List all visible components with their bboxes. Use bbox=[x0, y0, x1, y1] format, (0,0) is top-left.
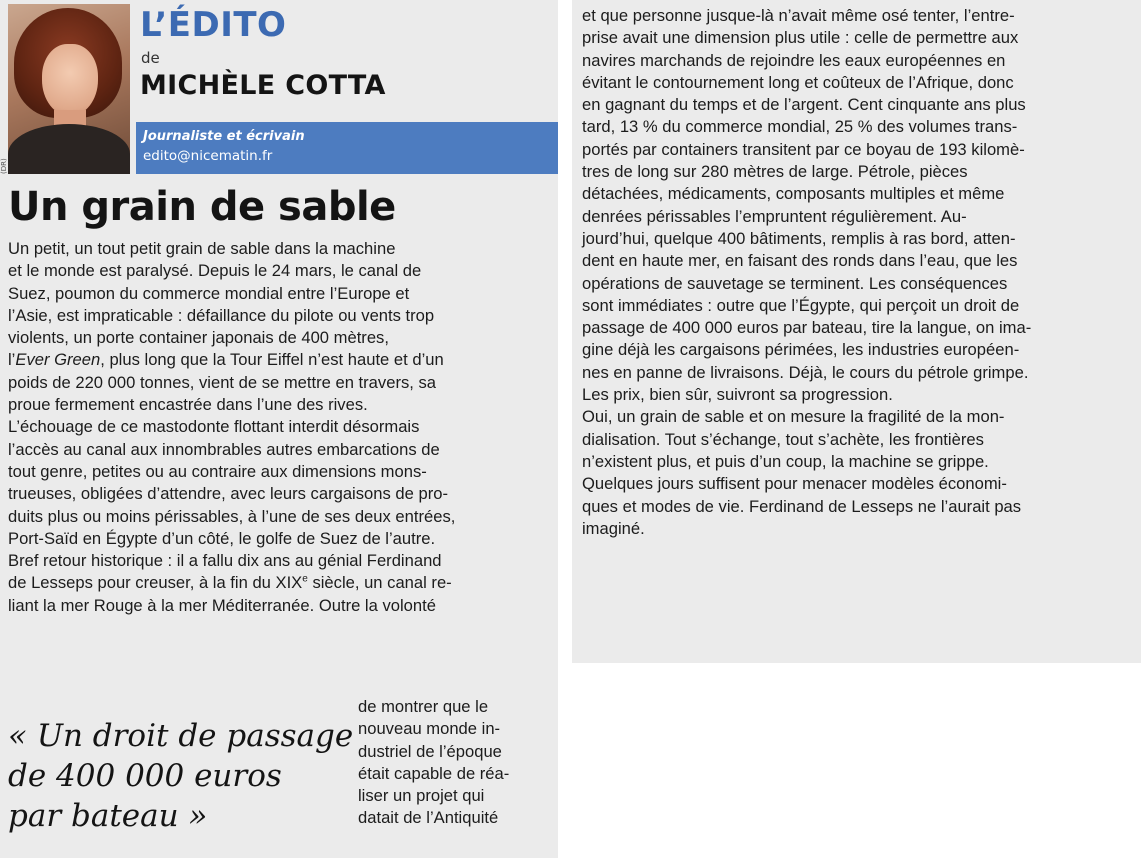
text-line: jourd’hui, quelque 400 bâtiments, remplis à ras bord, atten- bbox=[582, 228, 1016, 248]
text-line: liant la mer Rouge à la mer Méditerranée. Outre la volonté bbox=[8, 595, 436, 615]
text-line: violents, un porte container japonais de 400 mètres, bbox=[8, 328, 389, 348]
text-fragment: , plus long que la Tour Eiffel n’est haute et d’un bbox=[100, 350, 444, 370]
de-label: de bbox=[141, 49, 160, 67]
text-line: navires marchands de rejoindre les eaux européennes en bbox=[582, 50, 1006, 70]
pull-quote-line: de 400 000 euros bbox=[8, 758, 282, 794]
text-line: duits plus ou moins périssables, à l’une de ses deux entrées, bbox=[8, 506, 456, 526]
text-line: Suez, poumon du commerce mondial entre l’Europe et bbox=[8, 283, 410, 303]
text-line: gine déjà les cargaisons périmées, les industries européen- bbox=[582, 340, 1020, 360]
text-line: Port-Saïd en Égypte d’un côté, le golfe de Suez de l’autre. bbox=[8, 528, 436, 548]
text-line: trueuses, obligées d’attendre, avec leurs cargaisons de pro- bbox=[8, 484, 448, 504]
pull-quote-line: par bateau » bbox=[8, 798, 208, 834]
text-fragment: de Lesseps pour creuser, à la fin du XIX bbox=[8, 573, 303, 593]
text-line: opérations de sauvetage se terminent. Les conséquences bbox=[582, 273, 1008, 293]
photo-jacket bbox=[8, 124, 130, 174]
text-line: prise avait une dimension plus utile : celle de permettre aux bbox=[582, 28, 1019, 48]
text-line: portés par containers transitent par ce boyau de 193 kilomè- bbox=[582, 139, 1025, 159]
text-line: Bref retour historique : il a fallu dix ans au génial Ferdinand bbox=[8, 551, 442, 571]
text-line: l’accès au canal aux innombrables autres embarcations de bbox=[8, 439, 440, 459]
author-photo bbox=[8, 4, 130, 174]
text-line: imaginé. bbox=[582, 518, 645, 538]
headline: Un grain de sable bbox=[8, 184, 396, 230]
text-line: liser un projet qui bbox=[358, 786, 485, 806]
text-line: était capable de réa- bbox=[358, 763, 510, 783]
text-line: l’Asie, est impraticable : défaillance du pilote ou vents trop bbox=[8, 305, 435, 325]
text-line: de montrer que le bbox=[358, 697, 489, 716]
photo-credit: (DR) bbox=[0, 158, 8, 174]
photo-face bbox=[42, 44, 98, 116]
text-line: ques et modes de vie. Ferdinand de Lesseps ne l’aurait pas bbox=[582, 496, 1022, 516]
text-line: tout genre, petites ou au contraire aux dimensions mons- bbox=[8, 461, 427, 481]
byline-bar bbox=[136, 122, 558, 174]
text-line: Oui, un grain de sable et on mesure la fragilité de la mon- bbox=[582, 407, 1005, 427]
text-line: nes en panne de livraisons. Déjà, le cours du pétrole grimpe. bbox=[582, 362, 1029, 382]
text-line: Un petit, un tout petit grain de sable dans la machine bbox=[8, 239, 396, 258]
pull-quote bbox=[8, 716, 353, 836]
text-line: dent en haute mer, en faisant des ronds dans l’eau, que les bbox=[582, 251, 1018, 271]
text-line: poids de 220 000 tonnes, vient de se mettre en travers, sa bbox=[8, 372, 437, 392]
ship-name: Ever Green bbox=[15, 350, 101, 370]
text-line: n’existent plus, et puis d’un coup, la machine se grippe. bbox=[582, 451, 989, 471]
author-name: MICHÈLE COTTA bbox=[140, 70, 386, 101]
text-line: tard, 13 % du commerce mondial, 25 % des volumes trans- bbox=[582, 117, 1018, 137]
text-line: sont immédiates : outre que l’Égypte, qui perçoit un droit de bbox=[582, 295, 1020, 315]
text-line: et le monde est paralysé. Depuis le 24 mars, le canal de bbox=[8, 261, 422, 281]
text-line bbox=[8, 572, 556, 594]
author-role: Journaliste et écrivain bbox=[143, 129, 305, 144]
text-line: et que personne jusque-là n’avait même osé tenter, l’entre- bbox=[582, 6, 1015, 25]
text-line: datait de l’Antiquité bbox=[358, 808, 499, 828]
text-line: proue fermement encastrée dans l’une des rives. bbox=[8, 395, 368, 415]
text-line: passage de 400 000 euros par bateau, tire la langue, on ima- bbox=[582, 318, 1032, 338]
article-body-narrow bbox=[358, 696, 556, 830]
superscript: e bbox=[302, 573, 308, 585]
text-line: Les prix, bien sûr, suivront sa progression. bbox=[582, 385, 893, 405]
text-fragment: l’ bbox=[8, 350, 16, 370]
pull-quote-line: « Un droit de passage bbox=[8, 718, 354, 754]
text-line: évitant le contournement long et coûteux de l’Afrique, donc bbox=[582, 72, 1014, 92]
text-line: Quelques jours suffisent pour menacer modèles économi- bbox=[582, 474, 1007, 494]
article-body-right bbox=[582, 5, 1138, 540]
text-line bbox=[8, 349, 556, 371]
text-line: denrées périssables l’empruntent régulièrement. Au- bbox=[582, 206, 967, 226]
text-line: détachées, médicaments, composants multiples et même bbox=[582, 184, 1005, 204]
text-fragment: siècle, un canal re- bbox=[307, 573, 452, 593]
article-body-left bbox=[8, 238, 556, 617]
text-line: L’échouage de ce mastodonte flottant interdit désormais bbox=[8, 417, 420, 437]
text-line: dialisation. Tout s’échange, tout s’achète, les frontières bbox=[582, 429, 984, 449]
text-line: nouveau monde in- bbox=[358, 719, 501, 739]
text-line: dustriel de l’époque bbox=[358, 741, 502, 761]
edito-label: L’ÉDITO bbox=[140, 5, 287, 45]
text-line: en gagnant du temps et de l’argent. Cent cinquante ans plus bbox=[582, 95, 1026, 115]
text-line: tres de long sur 280 mètres de large. Pétrole, pièces bbox=[582, 162, 968, 182]
author-email[interactable]: edito@nicematin.fr bbox=[143, 148, 273, 164]
